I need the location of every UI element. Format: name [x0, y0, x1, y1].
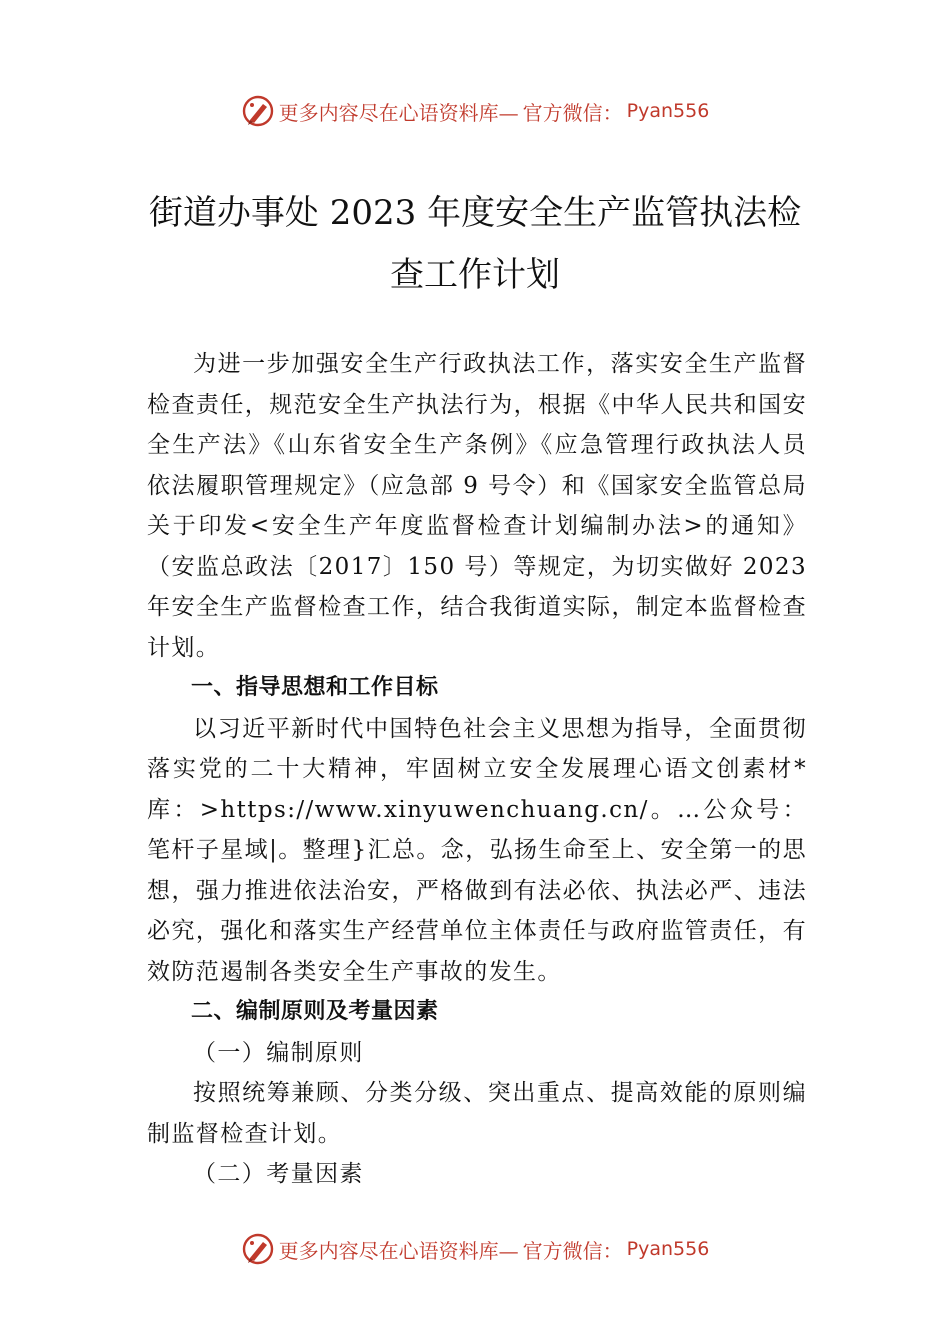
section-1-heading: 一、指导思想和工作目标 [191, 675, 439, 700]
banner-wechat-id: Pyan556 [626, 100, 710, 122]
footer-slogan: 更多内容尽在心语资料库— [278, 1238, 519, 1263]
banner-wechat-label: 官方微信： [522, 100, 623, 125]
pen-logo-icon [241, 1232, 275, 1266]
footer-wechat-label: 官方微信： [522, 1238, 623, 1263]
pen-logo-icon [241, 94, 275, 128]
subsection-2-heading: （二）考量因素 [193, 1161, 364, 1187]
banner-slogan: 更多内容尽在心语资料库— [278, 100, 519, 125]
document-body [147, 344, 807, 1195]
footer-wechat-id: Pyan556 [626, 1238, 710, 1260]
title-line-2: 查工作计划 [390, 255, 560, 295]
section-1-paragraph: 以习近平新时代中国特色社会主义思想为指导，全面贯彻落实党的二十大精神，牢固树立安全发展理心语文创素材*库：>https://www.xinyuwenchuang.cn/。…公众号：笔杆子星域|。整理}汇总。念，弘扬生命至上、安全第一的思想，强力推进依法治安，严格做到有法必依、执法必严、违法必究，强化和落实生产经营单位主体责任与政府监管责任，有效防范遏制各类安全生产事故的发生。 [147, 715, 807, 985]
section-2-heading: 二、编制原则及考量因素 [191, 999, 439, 1024]
subsection-1-heading: （一）编制原则 [193, 1039, 364, 1066]
title-line-1: 街道办事处 2023 年度安全生产监管执法检 [148, 193, 802, 233]
subsection-1-paragraph: 按照统筹兼顾、分类分级、突出重点、提高效能的原则编制监督检查计划。 [147, 1080, 807, 1147]
header-banner [0, 94, 950, 128]
document-title [140, 182, 810, 306]
intro-paragraph: 为进一步加强安全生产行政执法工作，落实安全生产监督检查责任，规范安全生产执法行为，根据《中华人民共和国安全生产法》《山东省安全生产条例》《应急管理行政执法人员依法履职管理规定》（应急部 9 号令）和《国家安全监管总局关于印发<安全生产年度监督检查计划编制办法>的通知》（安监总政法〔2017〕150 号）等规定，为切实做好 2023 年安全生产监督检查工作，结合我街道实际，制定本监督检查计划。 [147, 351, 807, 661]
footer-banner [0, 1232, 950, 1266]
